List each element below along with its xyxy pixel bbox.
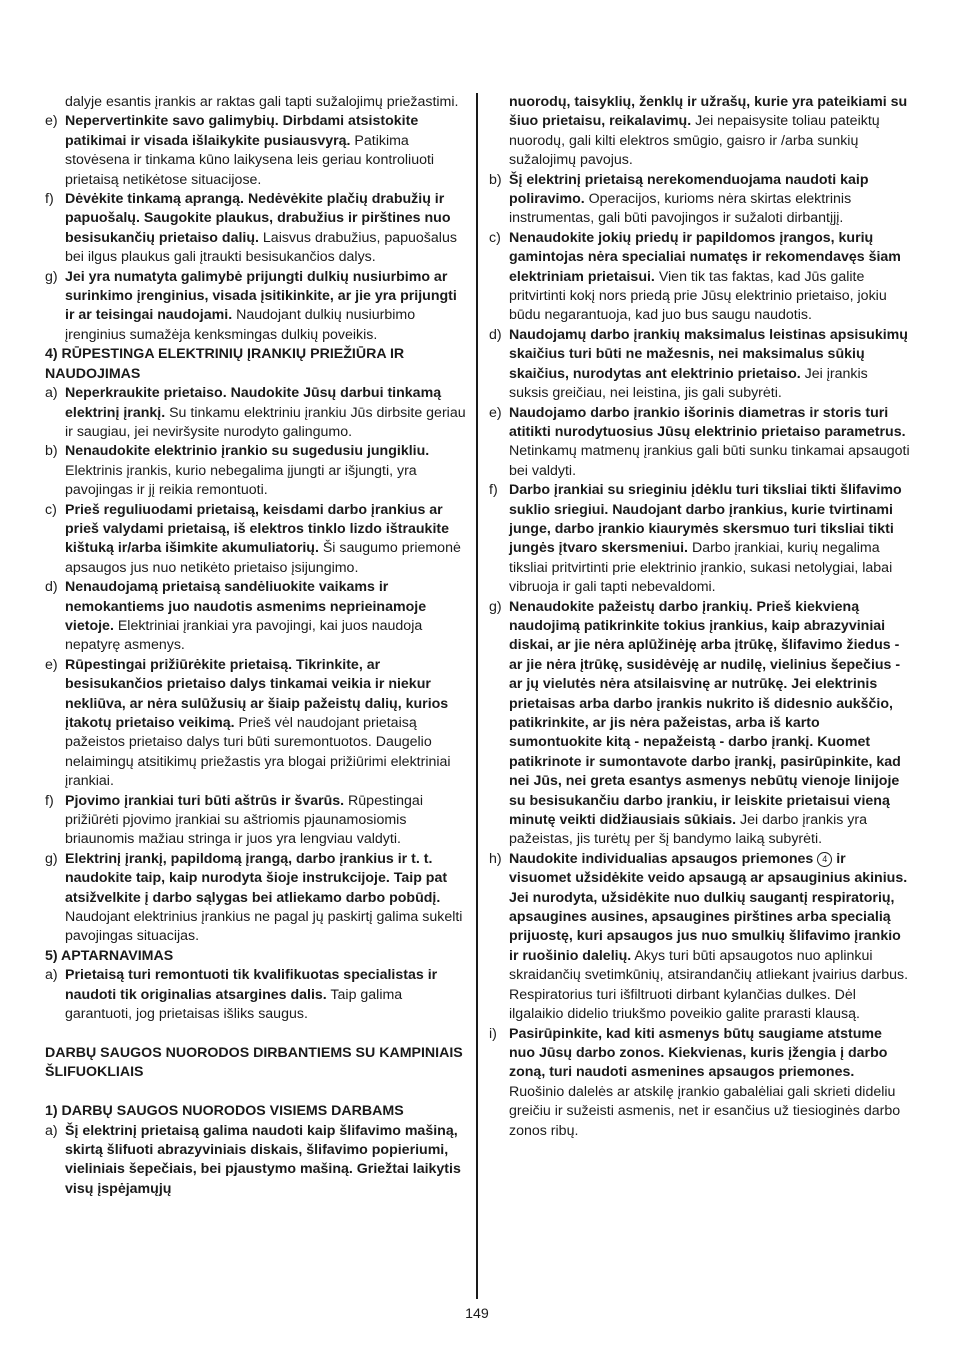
column-divider: [476, 93, 478, 1299]
item-label: h): [489, 850, 502, 867]
item-text: Jei įrankis suksis greičiau, nei leistina, jis gali subyrėti.: [509, 365, 868, 402]
item-label: e): [45, 113, 58, 130]
list-item: [489, 1025, 911, 1141]
item-text: Jei nepaisysite toliau pateiktų nuorodų, gali kilti elektros smūgio, gaisro ir /arba sunkių sužalojimų pavojus.: [509, 113, 880, 169]
item-text: Netinkamų matmenų įrankius gali būti sunku tinkamai apsaugoti bei valdyti.: [509, 443, 910, 479]
list-item: [45, 656, 468, 792]
item-text: Ši saugumo priemonė apsaugos jus nuo netikėto prietaiso įsijungimo.: [65, 540, 461, 576]
item-bold: Naudojamų darbo įrankių maksimalus leistinas apsisukimų skaičius turi būti ne mažesnis, nei maksimalus sūkių skaičius, nurodytas ant elektrinio prietaiso.: [509, 326, 908, 382]
list-item: [45, 384, 468, 442]
item-bold: Dėvėkite tinkamą aprangą. Nedėvėkite plačių drabužių ir papuošalų. Saugokite plaukus, drabužius ir pirštines nuo besisukančių prietaiso dalių.: [65, 191, 451, 246]
item-bold: Naudojamo darbo įrankio išorinis diametras ir storis turi atitikti nurodytuosius Jūsų elektrinio prietaiso parametrus.: [509, 404, 906, 440]
item-text: Taip galima garantuoti, jog prietaisas išliks saugus.: [65, 986, 403, 1023]
list-item: [45, 442, 468, 500]
list-item: [489, 171, 911, 229]
item-label: i): [489, 1025, 497, 1042]
item-label: e): [45, 656, 58, 673]
item-bold: Rūpestingai prižiūrėkite prietaisą. Tikrinkite, ar besisukančios prietaiso dalys tinkamai veikia ir niekur nekliūva, ar nėra sulūžusių ar šiaip pažeistų dalių, kurios įtakotų prietaiso veikimą.: [65, 656, 449, 731]
item-label: g): [45, 850, 58, 867]
item-bold: Pasirūpinkite, kad kiti asmenys būtų saugiame atstume nuo Jūsų darbo zonos. Kiekvienas, kuris įžengia į darbo zoną, turi naudoti asmenines apsaugos priemones.: [509, 1025, 888, 1081]
item-text: Vien tik tas faktas, kad Jūs galite pritvirtinti kokį nors priedą prie Jūsų elektrinio prietaiso, jokiu būdu negarantuoja, kad juo bus saugu naudotis.: [509, 268, 887, 324]
left-column: [45, 93, 468, 1199]
continued-paragraph: [489, 93, 911, 171]
list-item: [45, 190, 468, 268]
item-bold: Jei yra numatyta galimybė prijungti dulkių nusiurbimo ar surinkimo įrenginius, visada įsitikinkite, ar jie yra prijungti ir ar teisingai naudojami.: [65, 268, 457, 324]
item-label: c): [45, 501, 57, 518]
list-item: [489, 404, 911, 482]
item-text: Darbo įrankiai, kurių negalima tiksliai pritvirtinti prie elektrinio įrankio, sukasi netolygiai, labai vibruoja ir gali tapti nebevaldomi.: [509, 540, 893, 596]
item-bold: Nepervertinkite savo galimybių. Dirbdami atsistokite patikimai ir visada išlaikykite pusiausvyrą.: [65, 113, 419, 149]
item-bold: Nenaudojamą prietaisą sandėliuokite vaikams ir nemokantiems juo naudotis asmenims neprieinamoje vietoje.: [65, 579, 427, 634]
reference-number-badge: 4: [817, 852, 832, 867]
item-bold: Nenaudokite jokių priedų ir papildomos įrangos, kurių gamintojas nėra specialiai numatęs ir rekomendavęs šiam elektriniam prietaisui.: [509, 229, 901, 285]
right-column: [489, 93, 911, 1141]
list-item: [45, 112, 468, 190]
item-label: f): [45, 792, 54, 809]
item-text: Rūpestingai prižiūrėti pjovimo įrankiai su aštriomis pjaunamosiomis briaunomis mažiau stringa ir juos yra lengviau valdyti.: [65, 792, 423, 848]
item-text: Elektriniai įrankiai yra pavojingi, kai juos naudoja nepatyrę asmenys.: [65, 617, 423, 654]
item-bold: Nenaudokite elektrinio įrankio su sugedusiu jungikliu.: [65, 443, 430, 460]
item-label: f): [45, 191, 54, 208]
item-bold: Naudokite individualias apsaugos priemones: [509, 850, 818, 867]
item-text: Naudojant dulkių nusiurbimo įrenginius sumažėja kenksmingas dulkių poveikis.: [65, 307, 416, 343]
item-text: Patikima stovėsena ir tinkama kūno laikysena leis geriau kontroliuoti prietaisą netikėtose situacijose.: [65, 132, 435, 188]
item-bold: ir visuomet užsidėkite veido apsaugą ar apsauginius akinius. Jei nurodyta, užsidėkite nuo dulkių saugantį respiratorių, apsaugines ausines, apsaugines pirštines arba specialią prijuostę, kuri apsaugos jus nuo smulkių šlifavimo įrankio ir ruošinio dalelių.: [509, 850, 908, 964]
item-label: a): [45, 967, 58, 984]
item-label: b): [489, 171, 502, 188]
item-label: e): [489, 404, 502, 421]
list-item: [489, 326, 911, 404]
item-bold: Elektrinį įrankį, papildomą įrangą, darbo įrankius ir t. t. naudokite taip, kaip nurodyta šioje instrukcijoje. Taip pat atsižvelkite į darbo sąlygas bei atliekamo darbo pobūdį.: [65, 850, 448, 906]
item-bold: Prieš reguliuodami prietaisą, keisdami darbo įrankius ar prieš valydami prietaisą, iš elektros tinklo lizdo ištraukite kištuką ir/arba išimkite akumuliatorių.: [65, 501, 449, 557]
list-item: [45, 1122, 468, 1200]
item-label: a): [45, 1122, 58, 1139]
spacer: [45, 1025, 468, 1044]
list-item: [489, 850, 911, 1025]
item-bold: Nenaudokite pažeistų darbo įrankių. Prieš kiekvieną naudojimą patikrinkite tokius įrankius, kaip abrazyviniai diskai, ar jie nėra aplūžinėję arba įtrūkę, šlifavimo žiedus - ar jie nėra įtrūkę, susidėvėję ar nudilę, vielinius šepečius - ar jų vielutės nėra atsilaisvinę ar nutrūkę. Jei elektrinis prietaisas arba darbo įrankis nukrito iš didesnio aukščio, patikrinkite, ar jis nėra pažeistas, arba iš karto sumontuokite kitą - nepažeistą - darbo įrankį. Kuomet patikrinote ir sumontavote darbo įrankį, pasirūpinkite, kad nei Jūs, nei greta esantys asmenys nebūtų vienoje linijoje su besisukančiu darbo įrankiu, ir leiskite prietaisui vieną minutę veikti didžiausiais sūkiais.: [509, 598, 901, 829]
section-heading: 1) DARBŲ SAUGOS NUORODOS VISIEMS DARBAMS: [45, 1103, 404, 1120]
continued-paragraph: dalyje esantis įrankis ar raktas gali tapti sužalojimų priežastimi.: [65, 94, 459, 110]
list-item: [489, 481, 911, 597]
item-label: b): [45, 443, 58, 460]
item-text: Prieš vėl naudojant prietaisą pažeistos prietaiso dalys turi būti suremontuotos. Daugelio nelaimingų atsitikimų priežastis yra blogai prižiūrimi elektriniai įrankiai.: [65, 715, 451, 790]
item-bold: Neperkraukite prietaiso. Naudokite Jūsų darbui tinkamą elektrinį įrankį.: [65, 385, 442, 421]
list-item: [45, 850, 468, 947]
item-bold: Pjovimo įrankiai turi būti aštrūs ir švarūs.: [65, 792, 345, 809]
item-text: Jei darbo įrankis yra pažeistas, jis turėtų per šį bandymo laiką subyrėti.: [509, 812, 867, 848]
page-number: 149: [465, 1306, 489, 1322]
item-label: f): [489, 482, 498, 499]
item-text: Naudojant elektrinius įrankius ne pagal jų paskirtį galima sukelti pavojingas situacijas.: [65, 909, 463, 945]
list-item: [45, 268, 468, 346]
item-text: Ruošinio dalelės ar atskilę įrankio gabalėliai gali skrieti dideliu greičiu ir sužeisti asmenis, net ir esančius už tiesioginės darbo zonos ribų.: [509, 1083, 901, 1139]
item-text: Operacijos, kurioms nėra skirtas elektrinis instrumentas, gali būti pavojingos ir sužaloti dirbantįjį.: [509, 191, 852, 227]
item-bold: Šį elektrinį prietaisą galima naudoti kaip šlifavimo mašiną, skirtą šlifuoti abrazyviniais diskais, šlifavimo popieriumi, vieliniais šepečiais, bei pjaustymo mašiną. Griežtai laikytis visų įspėjamųjų: [65, 1122, 461, 1197]
item-bold: Darbo įrankiai su srieginiu įdėklu turi tiksliai tikti šlifavimo suklio sriegiui. Naudojant darbo įrankius, kurie tvirtinami junge, darbo įrankio kiaurymės skersmuo turi tiksliai tikti jungės įtvaro skersmeniui.: [509, 482, 902, 557]
section-heading: 5) APTARNAVIMAS: [45, 947, 174, 964]
item-bold: nuorodų, taisyklių, ženklų ir užrašų, kurie yra pateikiami su šiuo prietaisu, reikalavimų.: [509, 94, 908, 130]
list-item: [45, 501, 468, 579]
item-label: g): [489, 598, 502, 615]
list-item: [45, 578, 468, 656]
item-label: c): [489, 229, 501, 246]
item-text: Su tinkamu elektriniu įrankiu Jūs dirbsite geriau ir saugiau, jei neviršysite nurodyto galingumo.: [65, 404, 466, 440]
item-label: a): [45, 385, 58, 402]
item-text: Elektrinis įrankis, kurio nebegalima įjungti ar išjungti, yra pavojingas ir jį reikia remontuoti.: [65, 462, 417, 499]
item-text: Laisvus drabužius, papuošalus bei ilgus plaukus gali įtraukti besisukančios dalys.: [65, 229, 457, 266]
main-heading: DARBŲ SAUGOS NUORODOS DIRBANTIEMS SU KAMPINIAIS ŠLIFUOKLIAIS: [45, 1044, 463, 1081]
list-item: [489, 229, 911, 326]
item-label: d): [45, 579, 58, 596]
list-item: [45, 966, 468, 1024]
section-heading: 4) RŪPESTINGA ELEKTRINIŲ ĮRANKIŲ PRIEŽIŪRA IR NAUDOJIMAS: [45, 346, 405, 382]
item-bold: Šį elektrinį prietaisą nerekomenduojama naudoti kaip poliravimo.: [509, 171, 869, 208]
item-label: d): [489, 326, 502, 343]
list-item: [45, 792, 468, 850]
spacer: [45, 1083, 468, 1102]
item-text: Akys turi būti apsaugotos nuo aplinkui skraidančių svetimkūnių, atsirandančių atliekant įvairius darbus. Respiratorius turi išfiltruoti dirbant kylančias dulkes. Dėl ilgalaikio didelio triukšmo poveikio galite prarasti klausą.: [509, 947, 909, 1023]
item-label: g): [45, 268, 58, 285]
list-item: [489, 598, 911, 850]
item-bold: Prietaisą turi remontuoti tik kvalifikuotas specialistas ir naudoti tik originalias atsargines dalis.: [65, 967, 438, 1003]
